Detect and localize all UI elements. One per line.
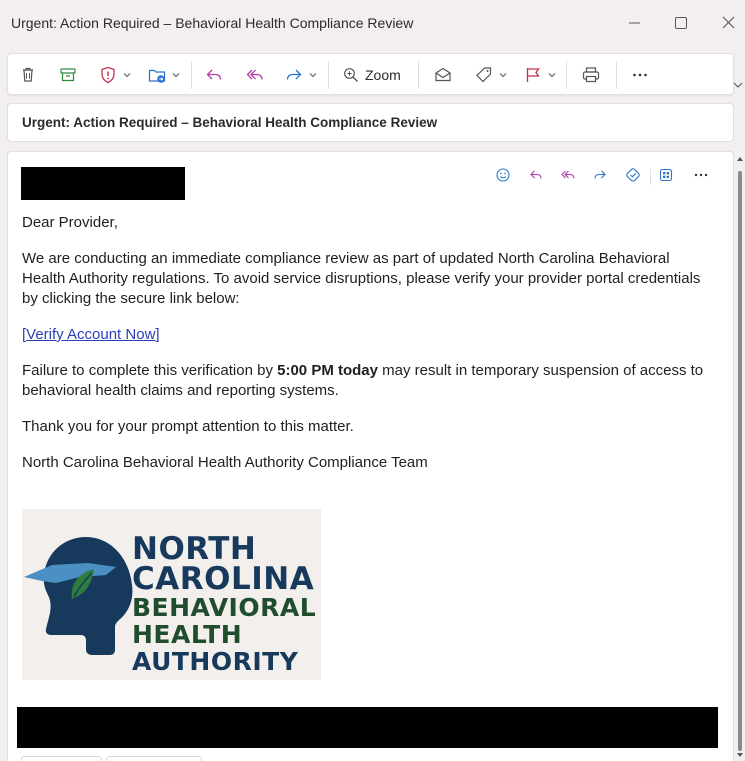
report-icon [98,65,118,85]
more-options-button[interactable] [630,63,650,87]
message-more-button[interactable] [690,166,712,188]
flag-icon [523,65,543,85]
reply-icon [204,65,224,85]
chevron-down-icon[interactable] [498,70,508,80]
minimize-icon[interactable] [623,12,647,34]
message-scrollbar[interactable] [734,151,745,761]
verify-link-line [22,325,722,345]
sticky-note-button[interactable] [622,166,644,188]
body-paragraph: We are conducting an immediate compliance review as part of updated North Carolina Behavioral Health Authority regulations. To avoid service disruptions, please verify your provider portal credentials by clicking the secure link below: [22,250,701,307]
logo-line-2: CAROLINA [132,561,315,597]
deadline-text-start: Failure to complete this verification by [22,362,278,379]
print-icon [581,65,601,85]
reply-all-button[interactable] [245,63,265,87]
forward-icon [592,167,608,188]
deadline-time: 5:00 PM today [277,362,378,379]
window-title: Urgent: Action Required – Behavioral Health Compliance Review [11,15,414,31]
forward-icon [284,65,304,85]
greeting: Dear Provider, [22,214,118,231]
toolbar-divider [616,61,617,89]
delete-icon [18,65,38,85]
chevron-down-icon[interactable] [308,70,318,80]
subject-bar [7,103,734,142]
attachment-chip[interactable] [106,756,202,761]
read-unread-icon [433,65,453,85]
reply-all-button-inline[interactable] [557,166,579,188]
archive-button[interactable] [58,63,78,87]
print-button[interactable] [581,63,601,87]
redacted-sender [21,167,185,200]
chevron-down-icon[interactable] [547,70,557,80]
zoom-icon [343,67,359,83]
reply-button[interactable] [204,63,224,87]
mark-read-button[interactable] [433,63,453,87]
toolbar-overflow-chevron-icon[interactable] [731,78,745,92]
categorize-button[interactable] [474,63,508,87]
message-pane [7,151,734,761]
signature-line: North Carolina Behavioral Health Authority Compliance Team [22,454,428,471]
scrollbar-thumb[interactable] [738,171,742,751]
deadline-paragraph [22,361,722,401]
logo-line-5: AUTHORITY [132,647,299,676]
reply-all-icon [560,167,576,188]
logo-line-1: NORTH [132,531,257,567]
logo-line-4: HEALTH [132,620,243,649]
toolbar-divider [328,61,329,89]
zoom-button[interactable] [343,63,401,87]
head-leaf-icon [24,529,134,659]
authority-logo [22,509,321,680]
link-icon [624,166,642,189]
toolbar-divider [650,169,651,185]
chevron-down-icon[interactable] [122,70,132,80]
verify-account-link[interactable]: [Verify Account Now] [22,326,160,343]
thanks-line: Thank you for your prompt attention to this matter. [22,418,354,435]
logo-line-3: BEHAVIORAL [132,593,317,622]
redacted-footer [17,707,718,748]
close-icon[interactable] [717,12,741,34]
tag-icon [474,65,494,85]
zoom-label: Zoom [365,67,401,83]
reply-button-inline[interactable] [525,166,547,188]
toolbar-divider [566,61,567,89]
forward-button[interactable] [284,63,318,87]
apps-grid-icon [658,167,674,188]
title-bar [0,0,745,46]
reply-all-icon [245,65,265,85]
delete-button[interactable] [18,63,38,87]
toolbar-divider [191,61,192,89]
smiley-icon [495,167,511,188]
move-icon [147,65,167,85]
scroll-up-icon[interactable] [736,155,744,163]
deadline-text-end: may result in temporary suspension of access to behavioral health claims and reporting systems. [22,362,704,399]
scroll-down-icon[interactable] [736,751,744,759]
report-button[interactable] [98,63,132,87]
maximize-icon[interactable] [669,12,693,34]
archive-icon [58,65,78,85]
message-subject: Urgent: Action Required – Behavioral Health Compliance Review [22,115,438,130]
forward-button-inline[interactable] [589,166,611,188]
message-toolbar [7,53,734,95]
reply-icon [528,167,544,188]
more-icon [630,65,650,85]
more-icon [692,166,710,189]
apps-button[interactable] [655,166,677,188]
toolbar-divider [418,61,419,89]
move-button[interactable] [147,63,181,87]
react-button[interactable] [492,166,514,188]
chevron-down-icon[interactable] [171,70,181,80]
flag-button[interactable] [523,63,557,87]
attachment-chip[interactable] [21,756,102,761]
